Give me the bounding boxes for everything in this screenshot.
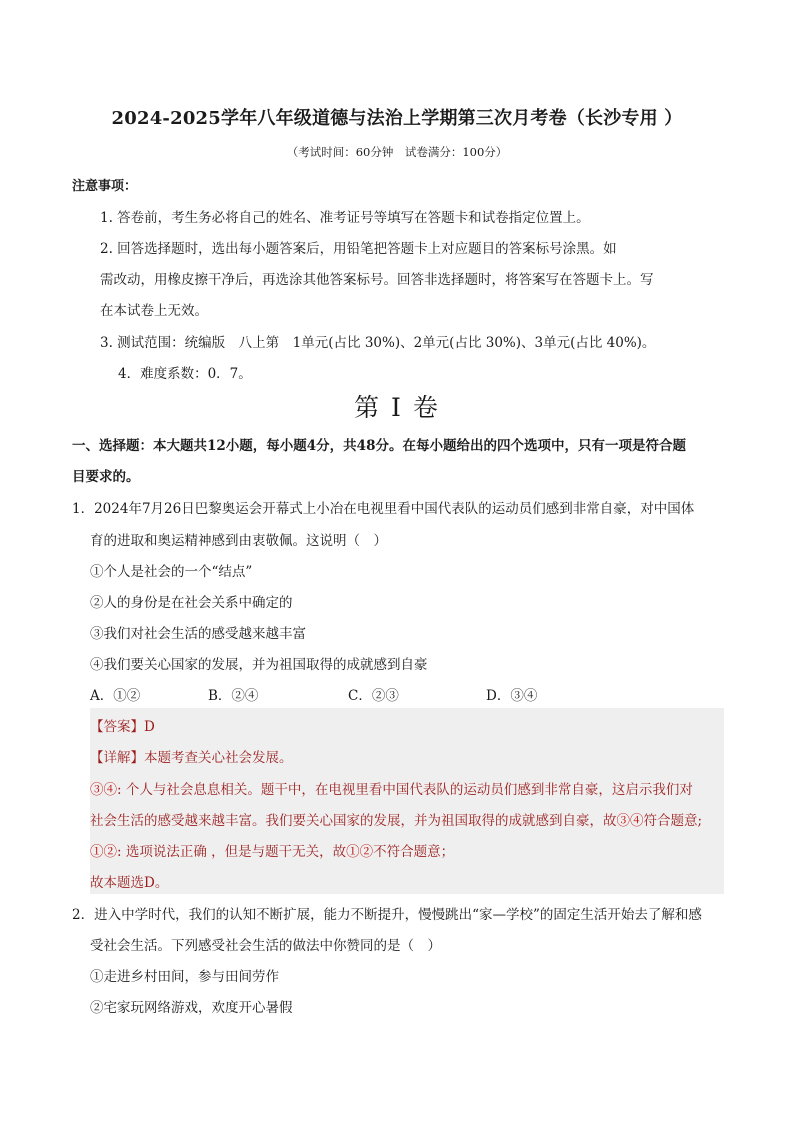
q1-option-d: D．③④ [486, 688, 538, 704]
part1-heading-b: 目要求的。 [72, 469, 140, 485]
q2-statement-1: ①走进乡村田间，参与田间劳作 [90, 969, 279, 985]
exam-title: 2024-2025学年八年级道德与法治上学期第三次月考卷（长沙专用 ） [111, 108, 683, 129]
q2-statement-2: ②宅家玩网络游戏，欢度开心暑假 [90, 1000, 293, 1016]
q1-statement-4: ④我们要关心国家的发展，并为祖国取得的成就感到自豪 [90, 657, 428, 673]
q1-explanation-2 [90, 840, 454, 860]
notice-heading: 注意事项： [72, 179, 138, 194]
q1-exp2-text: : 选项说法正确 ，但是与题干无关，故 [117, 844, 347, 860]
q1-exp1-mark: ③④ [90, 782, 117, 798]
notice-item-4: 4．难度系数：0．7。 [118, 366, 252, 382]
q2-stem-b: 受社会生活。下列感受社会生活的做法中你赞同的是（ ） [90, 938, 441, 954]
q1-stem-b: 育的进取和奥运精神感到由衷敬佩。这说明（ ） [90, 533, 387, 549]
q1-statement-1: ①个人是社会的一个“结点” [90, 564, 253, 580]
notice-item-2b: 需改动，用橡皮擦干净后，再选涂其他答案标号。回答非选择题时，将答案写在答题卡上。写 [100, 272, 654, 288]
q1-exp2-end: 不符合题意； [373, 844, 455, 860]
q1-detail-text: 本题考查关心社会发展。 [144, 750, 293, 766]
notice-item-1: 1. 答卷前，考生务必将自己的姓名、准考证号等填写在答题卡和试卷指定位置上。 [100, 210, 590, 226]
section-title: 第 I 卷 [354, 393, 440, 422]
q1-stem-a: 1．2024年7月26日巴黎奥运会开幕式上小冶在电视里看中国代表队的运动员们感到非常自豪，对中国体 [72, 501, 695, 517]
q1-exp1-text: : 个人与社会息息相关。题干中，在电视里看中国代表队的运动员们感到非常自豪，这启示我们对 [117, 782, 693, 798]
q1-exp2-mark2: ①② [346, 844, 374, 860]
exam-subtitle: （考试时间：60分钟 试卷满分：100分） [286, 145, 508, 159]
q1-exp1b-text: 社会生活的感受越来越丰富。我们要关心国家的发展，并为祖国取得的成就感到自豪，故 [90, 813, 617, 829]
q1-option-a: A．①② [90, 688, 141, 704]
q1-answer-label: 【答案】 [90, 719, 144, 735]
q1-exp1b-mark: ③④ [616, 813, 644, 829]
q1-option-b: B．②④ [208, 688, 259, 704]
notice-item-3: 3. 测试范围：统编版 八上第 1单元(占比 30%)、2单元(占比 30%)、3单元(占比 40%)。 [100, 335, 656, 351]
q1-answer-box [90, 708, 724, 894]
q1-explanation-1a [90, 778, 693, 798]
notice-item-2a: 2. 回答选择题时，选出每小题答案后，用铅笔把答题卡上对应题目的答案标号涂黑。如 [100, 241, 617, 257]
q1-detail-line [90, 746, 293, 766]
q1-answer-value: D [144, 719, 155, 735]
q1-exp1b-end: 符合题意; [643, 813, 703, 829]
q1-option-c: C．②③ [348, 688, 399, 704]
q1-statement-3: ③我们对社会生活的感受越来越丰富 [90, 626, 306, 642]
q1-explanation-1b [90, 809, 702, 829]
q1-answer-line [90, 715, 155, 735]
q2-stem-a: 2．进入中学时代，我们的认知不断扩展，能力不断提升，慢慢跳出“家—学校”的固定生活开始去了解和感 [72, 907, 702, 923]
q1-exp2-mark: ①② [90, 844, 117, 860]
part1-heading-a: 一、选择题：本大题共12小题，每小题4分，共48分。在每小题给出的四个选项中，只有一项是符合题 [72, 438, 686, 454]
q1-conclusion: 故本题选D。 [90, 875, 169, 891]
q1-detail-label: 【详解】 [90, 750, 144, 766]
q1-statement-2: ②人的身份是在社会关系中确定的 [90, 595, 293, 611]
notice-item-2c: 在本试卷上无效。 [100, 303, 208, 319]
